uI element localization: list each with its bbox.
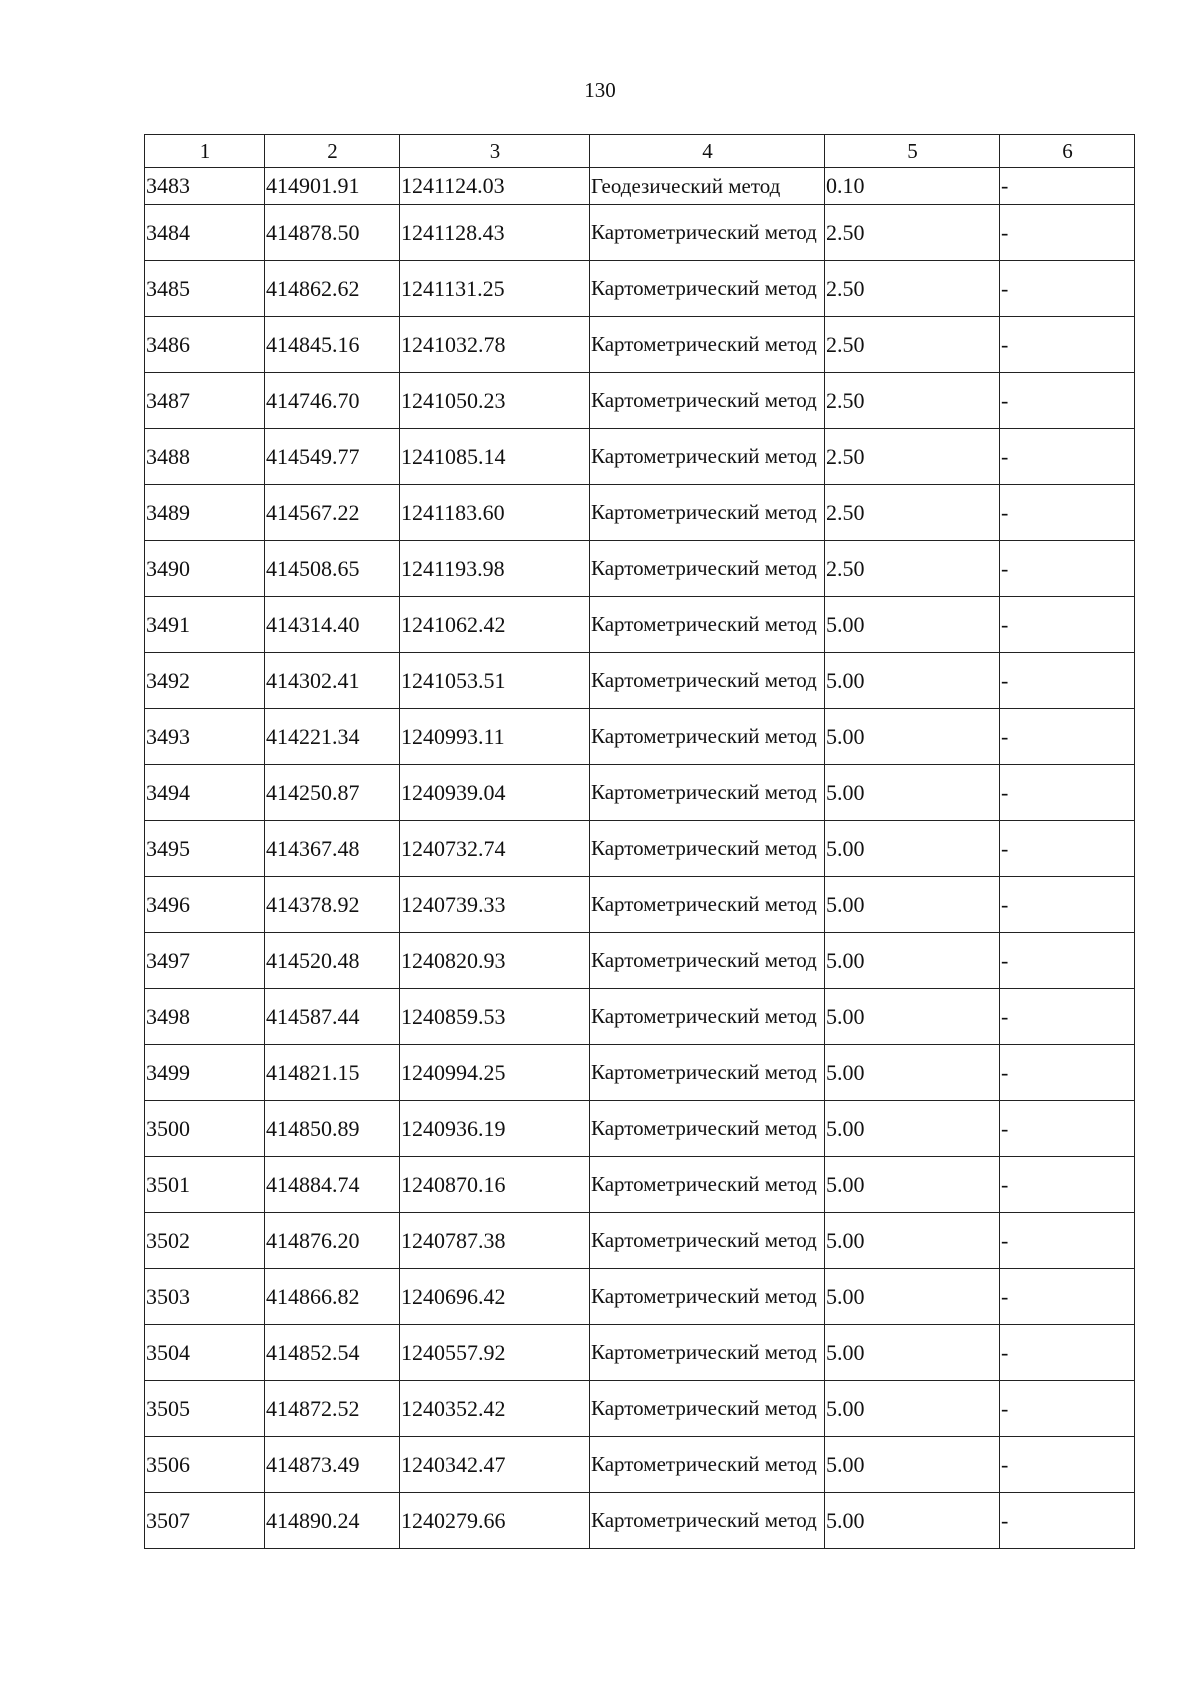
y-coordinate-cell: 1241183.60: [400, 485, 590, 541]
x-coordinate-cell: 414567.22: [265, 485, 400, 541]
method-cell: Картометрический метод: [590, 709, 825, 765]
table-row: [145, 1045, 1135, 1101]
description-cell: -: [1000, 1157, 1135, 1213]
description-cell: -: [1000, 877, 1135, 933]
y-coordinate-cell: 1240557.92: [400, 1325, 590, 1381]
accuracy-cell: 5.00: [825, 597, 1000, 653]
table-row: [145, 1493, 1135, 1549]
accuracy-cell: 2.50: [825, 541, 1000, 597]
table-row: [145, 597, 1135, 653]
description-cell: -: [1000, 541, 1135, 597]
method-cell: Картометрический метод: [590, 317, 825, 373]
table-header: [145, 135, 1135, 168]
description-cell: -: [1000, 1045, 1135, 1101]
point-number-cell: 3498: [145, 989, 265, 1045]
table-row: [145, 317, 1135, 373]
x-coordinate-cell: 414845.16: [265, 317, 400, 373]
point-number-cell: 3490: [145, 541, 265, 597]
point-number-cell: 3503: [145, 1269, 265, 1325]
column-header: 6: [1000, 135, 1135, 168]
accuracy-cell: 5.00: [825, 709, 1000, 765]
table-row: [145, 989, 1135, 1045]
table-body: [145, 168, 1135, 1549]
table-row: [145, 709, 1135, 765]
point-number-cell: 3489: [145, 485, 265, 541]
column-header: 4: [590, 135, 825, 168]
description-cell: -: [1000, 429, 1135, 485]
table-row: [145, 653, 1135, 709]
x-coordinate-cell: 414378.92: [265, 877, 400, 933]
point-number-cell: 3504: [145, 1325, 265, 1381]
y-coordinate-cell: 1241085.14: [400, 429, 590, 485]
description-cell: -: [1000, 1325, 1135, 1381]
y-coordinate-cell: 1241193.98: [400, 541, 590, 597]
point-number-cell: 3488: [145, 429, 265, 485]
method-cell: Геодезический метод: [590, 168, 825, 205]
accuracy-cell: 5.00: [825, 1437, 1000, 1493]
table-row: [145, 1101, 1135, 1157]
accuracy-cell: 5.00: [825, 989, 1000, 1045]
accuracy-cell: 2.50: [825, 317, 1000, 373]
y-coordinate-cell: 1241128.43: [400, 205, 590, 261]
y-coordinate-cell: 1240939.04: [400, 765, 590, 821]
description-cell: -: [1000, 821, 1135, 877]
description-cell: -: [1000, 1101, 1135, 1157]
y-coordinate-cell: 1241124.03: [400, 168, 590, 205]
description-cell: -: [1000, 1213, 1135, 1269]
description-cell: -: [1000, 317, 1135, 373]
table-row: [145, 1381, 1135, 1437]
page-number: 130: [584, 78, 616, 102]
method-cell: Картометрический метод: [590, 485, 825, 541]
method-cell: Картометрический метод: [590, 541, 825, 597]
x-coordinate-cell: 414821.15: [265, 1045, 400, 1101]
description-cell: -: [1000, 373, 1135, 429]
description-cell: -: [1000, 597, 1135, 653]
method-cell: Картометрический метод: [590, 765, 825, 821]
table-row: [145, 261, 1135, 317]
y-coordinate-cell: 1241062.42: [400, 597, 590, 653]
point-number-cell: 3483: [145, 168, 265, 205]
y-coordinate-cell: 1240993.11: [400, 709, 590, 765]
accuracy-cell: 5.00: [825, 1493, 1000, 1549]
method-cell: Картометрический метод: [590, 1325, 825, 1381]
point-number-cell: 3497: [145, 933, 265, 989]
y-coordinate-cell: 1241131.25: [400, 261, 590, 317]
method-cell: Картометрический метод: [590, 989, 825, 1045]
method-cell: Картометрический метод: [590, 1493, 825, 1549]
point-number-cell: 3506: [145, 1437, 265, 1493]
point-number-cell: 3507: [145, 1493, 265, 1549]
method-cell: Картометрический метод: [590, 373, 825, 429]
accuracy-cell: 2.50: [825, 205, 1000, 261]
point-number-cell: 3496: [145, 877, 265, 933]
description-cell: -: [1000, 933, 1135, 989]
accuracy-cell: 2.50: [825, 429, 1000, 485]
method-cell: Картометрический метод: [590, 1381, 825, 1437]
accuracy-cell: 5.00: [825, 1325, 1000, 1381]
point-number-cell: 3487: [145, 373, 265, 429]
description-cell: -: [1000, 989, 1135, 1045]
y-coordinate-cell: 1240936.19: [400, 1101, 590, 1157]
accuracy-cell: 5.00: [825, 1157, 1000, 1213]
x-coordinate-cell: 414872.52: [265, 1381, 400, 1437]
point-number-cell: 3499: [145, 1045, 265, 1101]
x-coordinate-cell: 414852.54: [265, 1325, 400, 1381]
x-coordinate-cell: 414549.77: [265, 429, 400, 485]
description-cell: -: [1000, 1437, 1135, 1493]
table-row: [145, 373, 1135, 429]
accuracy-cell: 5.00: [825, 653, 1000, 709]
table-row: [145, 1325, 1135, 1381]
x-coordinate-cell: 414890.24: [265, 1493, 400, 1549]
accuracy-cell: 2.50: [825, 373, 1000, 429]
description-cell: -: [1000, 765, 1135, 821]
x-coordinate-cell: 414221.34: [265, 709, 400, 765]
point-number-cell: 3505: [145, 1381, 265, 1437]
table-row: [145, 205, 1135, 261]
method-cell: Картометрический метод: [590, 1437, 825, 1493]
point-number-cell: 3494: [145, 765, 265, 821]
x-coordinate-cell: 414878.50: [265, 205, 400, 261]
accuracy-cell: 5.00: [825, 877, 1000, 933]
table-row: [145, 1213, 1135, 1269]
method-cell: Картометрический метод: [590, 429, 825, 485]
x-coordinate-cell: 414746.70: [265, 373, 400, 429]
accuracy-cell: 5.00: [825, 1213, 1000, 1269]
point-number-cell: 3491: [145, 597, 265, 653]
point-number-cell: 3492: [145, 653, 265, 709]
y-coordinate-cell: 1240994.25: [400, 1045, 590, 1101]
accuracy-cell: 5.00: [825, 1045, 1000, 1101]
table-row: [145, 485, 1135, 541]
point-number-cell: 3500: [145, 1101, 265, 1157]
method-cell: Картометрический метод: [590, 1269, 825, 1325]
y-coordinate-cell: 1241050.23: [400, 373, 590, 429]
accuracy-cell: 5.00: [825, 765, 1000, 821]
y-coordinate-cell: 1240696.42: [400, 1269, 590, 1325]
accuracy-cell: 2.50: [825, 261, 1000, 317]
table-row: [145, 1437, 1135, 1493]
y-coordinate-cell: 1240279.66: [400, 1493, 590, 1549]
description-cell: -: [1000, 709, 1135, 765]
table-row: [145, 877, 1135, 933]
method-cell: Картометрический метод: [590, 1157, 825, 1213]
description-cell: -: [1000, 168, 1135, 205]
x-coordinate-cell: 414250.87: [265, 765, 400, 821]
x-coordinate-cell: 414520.48: [265, 933, 400, 989]
table-row: [145, 541, 1135, 597]
table-row: [145, 1269, 1135, 1325]
table-row: [145, 821, 1135, 877]
accuracy-cell: 5.00: [825, 1269, 1000, 1325]
accuracy-cell: 2.50: [825, 485, 1000, 541]
point-number-cell: 3502: [145, 1213, 265, 1269]
column-header: 2: [265, 135, 400, 168]
y-coordinate-cell: 1241053.51: [400, 653, 590, 709]
x-coordinate-cell: 414884.74: [265, 1157, 400, 1213]
method-cell: Картометрический метод: [590, 877, 825, 933]
point-number-cell: 3485: [145, 261, 265, 317]
point-number-cell: 3486: [145, 317, 265, 373]
table-row: [145, 933, 1135, 989]
method-cell: Картометрический метод: [590, 597, 825, 653]
accuracy-cell: 5.00: [825, 933, 1000, 989]
y-coordinate-cell: 1240739.33: [400, 877, 590, 933]
x-coordinate-cell: 414876.20: [265, 1213, 400, 1269]
table-row: [145, 1157, 1135, 1213]
accuracy-cell: 5.00: [825, 1101, 1000, 1157]
point-number-cell: 3493: [145, 709, 265, 765]
accuracy-cell: 5.00: [825, 1381, 1000, 1437]
x-coordinate-cell: 414508.65: [265, 541, 400, 597]
y-coordinate-cell: 1240859.53: [400, 989, 590, 1045]
y-coordinate-cell: 1240820.93: [400, 933, 590, 989]
method-cell: Картометрический метод: [590, 1045, 825, 1101]
column-header: 1: [145, 135, 265, 168]
method-cell: Картометрический метод: [590, 933, 825, 989]
point-number-cell: 3484: [145, 205, 265, 261]
x-coordinate-cell: 414314.40: [265, 597, 400, 653]
accuracy-cell: 5.00: [825, 821, 1000, 877]
x-coordinate-cell: 414862.62: [265, 261, 400, 317]
y-coordinate-cell: 1240870.16: [400, 1157, 590, 1213]
method-cell: Картометрический метод: [590, 261, 825, 317]
x-coordinate-cell: 414302.41: [265, 653, 400, 709]
column-header: 5: [825, 135, 1000, 168]
method-cell: Картометрический метод: [590, 205, 825, 261]
x-coordinate-cell: 414866.82: [265, 1269, 400, 1325]
description-cell: -: [1000, 485, 1135, 541]
description-cell: -: [1000, 1493, 1135, 1549]
method-cell: Картометрический метод: [590, 1213, 825, 1269]
y-coordinate-cell: 1240732.74: [400, 821, 590, 877]
description-cell: -: [1000, 205, 1135, 261]
description-cell: -: [1000, 653, 1135, 709]
description-cell: -: [1000, 1269, 1135, 1325]
description-cell: -: [1000, 1381, 1135, 1437]
table-row: [145, 168, 1135, 205]
x-coordinate-cell: 414850.89: [265, 1101, 400, 1157]
accuracy-cell: 0.10: [825, 168, 1000, 205]
description-cell: -: [1000, 261, 1135, 317]
table-row: [145, 765, 1135, 821]
y-coordinate-cell: 1241032.78: [400, 317, 590, 373]
y-coordinate-cell: 1240787.38: [400, 1213, 590, 1269]
x-coordinate-cell: 414367.48: [265, 821, 400, 877]
point-number-cell: 3495: [145, 821, 265, 877]
table-row: [145, 429, 1135, 485]
header-row: [145, 135, 1135, 168]
column-header: 3: [400, 135, 590, 168]
point-number-cell: 3501: [145, 1157, 265, 1213]
coordinates-table: [144, 134, 1135, 1549]
method-cell: Картометрический метод: [590, 653, 825, 709]
y-coordinate-cell: 1240342.47: [400, 1437, 590, 1493]
method-cell: Картометрический метод: [590, 821, 825, 877]
y-coordinate-cell: 1240352.42: [400, 1381, 590, 1437]
x-coordinate-cell: 414587.44: [265, 989, 400, 1045]
method-cell: Картометрический метод: [590, 1101, 825, 1157]
x-coordinate-cell: 414873.49: [265, 1437, 400, 1493]
x-coordinate-cell: 414901.91: [265, 168, 400, 205]
